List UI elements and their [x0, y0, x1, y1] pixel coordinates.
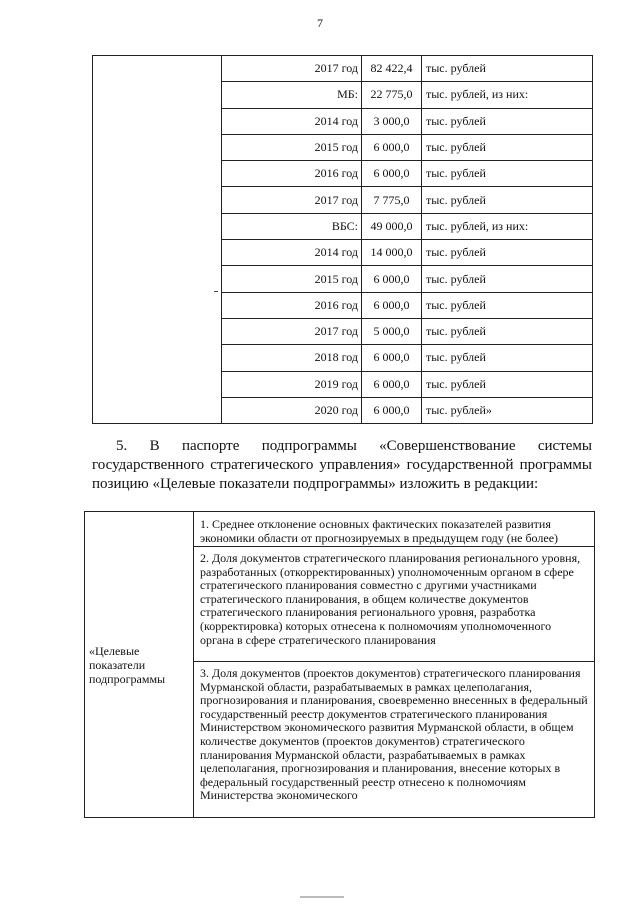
amendment-paragraph [92, 437, 592, 494]
row-unit: тыс. рублей [422, 266, 593, 292]
row-unit: тыс. рублей [422, 318, 593, 344]
indicators-header-cell [85, 512, 194, 818]
indicator-item: 1. Среднее отклонение основных фактических показателей развития экономики области от прогнозируемых в предыдущем году (не более) [194, 512, 594, 547]
row-label: ВБС: [222, 213, 362, 239]
row-unit: тыс. рублей [422, 56, 593, 82]
row-value: 6 000,0 [362, 371, 422, 397]
indicators-body-cell [194, 512, 595, 818]
row-label: 2017 год [222, 187, 362, 213]
row-label: 2017 год [222, 318, 362, 344]
row-value: 6 000,0 [362, 345, 422, 371]
row-value: 3 000,0 [362, 108, 422, 134]
indicators-table [84, 511, 595, 818]
row-value: 6 000,0 [362, 161, 422, 187]
funding-table [92, 55, 593, 424]
page-number: 7 [317, 16, 323, 30]
row-value: 82 422,4 [362, 56, 422, 82]
row-value: 7 775,0 [362, 187, 422, 213]
indicator-item: 2. Доля документов стратегического планирования регионального уровня, разработанных (откорректированных) уполномоченным органом в сфере стратегического планирования совместно с другими участниками стратегического планирования, в общем количестве документов стратегического планирования регионального уровня, разработка (корректировка) которых отнесена к полномочиям уполномоченного органа в сфере стратегического планирования [194, 547, 594, 662]
scan-artifact [214, 291, 218, 292]
row-unit: тыс. рублей [422, 371, 593, 397]
row-unit: тыс. рублей, из них: [422, 82, 593, 108]
row-label: 2015 год [222, 134, 362, 160]
row-value: 6 000,0 [362, 397, 422, 423]
row-unit: тыс. рублей, из них: [422, 213, 593, 239]
row-value: 6 000,0 [362, 266, 422, 292]
indicators-header: «Целевые показатели подпрограммы [89, 643, 166, 686]
row-label: 2016 год [222, 292, 362, 318]
row-unit: тыс. рублей [422, 187, 593, 213]
row-label: 2015 год [222, 266, 362, 292]
row-label: 2017 год [222, 56, 362, 82]
row-label: 2020 год [222, 397, 362, 423]
row-value: 6 000,0 [362, 134, 422, 160]
row-unit: тыс. рублей [422, 108, 593, 134]
row-value: 22 775,0 [362, 82, 422, 108]
row-unit: тыс. рублей [422, 134, 593, 160]
indicator-item: 3. Доля документов (проектов документов) стратегического планирования Мурманской области, разрабатываемых в рамках целеполагания, прогнозирования и планирования, своевременно внесенных в федеральный государственный реестр документов стратегического планирования Министерством экономического развития Мурманской области, в общем количестве документов (проектов документов) стратегического планирования Мурманской области, разрабатываемых в рамках целеполагания, прогнозирования и планирования, внесение которых в федеральный государственный реестр отнесено к полномочиям Министерства экономического [200, 666, 588, 803]
row-unit: тыс. рублей [422, 345, 593, 371]
row-unit: тыс. рублей [422, 161, 593, 187]
table-row [93, 56, 593, 82]
row-value: 14 000,0 [362, 240, 422, 266]
row-unit: тыс. рублей [422, 292, 593, 318]
funding-left-cell [93, 56, 222, 424]
row-unit: тыс. рублей» [422, 397, 593, 423]
paragraph-text: 5. В паспорте подпрограммы «Совершенствование системы государственного стратегического управления» государственной программы позицию «Целевые показатели подпрограммы» изложить в редакции: [92, 438, 592, 492]
row-label: 2019 год [222, 371, 362, 397]
row-value: 49 000,0 [362, 213, 422, 239]
row-label: МБ: [222, 82, 362, 108]
row-label: 2014 год [222, 240, 362, 266]
row-unit: тыс. рублей [422, 240, 593, 266]
row-label: 2016 год [222, 161, 362, 187]
row-label: 2014 год [222, 108, 362, 134]
row-value: 5 000,0 [362, 318, 422, 344]
row-value: 6 000,0 [362, 292, 422, 318]
footer-scan-mark [300, 896, 344, 898]
funding-table-body [93, 56, 593, 424]
table-row [85, 512, 595, 818]
row-label: 2018 год [222, 345, 362, 371]
